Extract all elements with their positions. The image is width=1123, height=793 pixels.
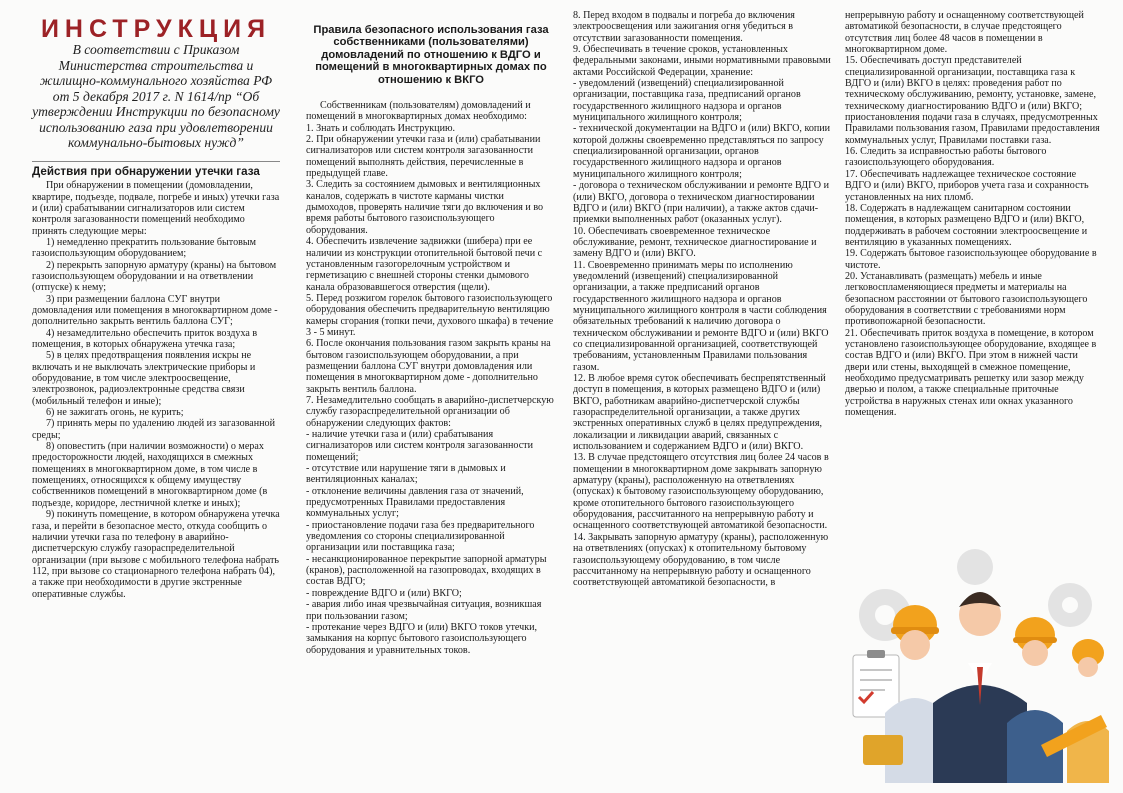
rule-item: 16. Следить за исправностью работы бытового газоиспользующего оборудования. xyxy=(845,146,1047,169)
rule-item: 5. Перед розжигом горелок бытового газоиспользующего оборудования обеспечить предварительную вентиляцию камеры сгорания (топки печи, духового шкафа) в течение 3 - 5 минут. xyxy=(306,292,554,338)
rule-item: 7. Незамедлительно сообщать в аварийно-диспетчерскую службу газораспределительной организации об обнаружении следующих фактов: xyxy=(306,394,554,429)
rule-item: 4. Обеспечить извлечение задвижки (шибера) при ее наличии из конструкции отопительной бытовой печи с установленным газогорелочным устройством и герметизацию с внешней стороны стенки дымового канала образовавшегося отверстия (щели). xyxy=(306,236,543,293)
leak-step-item: 9) покинуть помещение, в котором обнаружена утечка газа, и перейти в безопасное место, откуда сообщить о наличии утечки газа по телефону в аварийно-диспетчерскую службу газораспределительной организации (при вызове с мобильного телефона набрать 112, при вызове со стационарного телефона набрать 04), а также при необходимости в другие экстренные оперативные службы. xyxy=(32,509,280,600)
rule-item: 10. Обеспечивать своевременное техническое обслуживание, ремонт, техническое диагностирование и замену ВДГО и (или) ВКГО. xyxy=(573,225,817,260)
rule-item: - несанкционированное перекрытие запорной арматуры (кранов), расположенной на газопроводах, входящих в состав ВДГО; xyxy=(306,553,547,588)
leak-step-item: 4) незамедлительно обеспечить приток воздуха в помещения, в которых обнаружена утечка газа; xyxy=(32,327,258,350)
leak-steps-list xyxy=(32,237,280,600)
rule-item: - приостановление подачи газа без предварительного уведомления со стороны специализированной организации или поставщика газа; xyxy=(306,519,535,554)
leak-step-item: 8) оповестить (при наличии возможности) о мерах предосторожности людей, находящихся в смежных помещениях в многоквартирном доме, в том числе в помещениях, относящихся к общему имуществу собственников помещений в многоквартирном доме (в подъезде, коридоре, лестничной клетке и иных); xyxy=(32,441,268,509)
rule-item: 20. Устанавливать (размещать) мебель и иные легковоспламеняющиеся предметы и материалы на безопасном расстоянии от бытового газоиспользующего оборудования в соответствии с требованиями норм противопожарной безопасности. xyxy=(845,270,1088,328)
rule-item: 13. В случае предстоящего отсутствия лиц более 24 часов в помещении в многоквартирном доме закрывать запорную арматуру (краны), расположенную на ответвлениях (опусках) к бытовому газоиспользующему оборудованию, кроме отопительного бытового газоиспользующего оборудования, рассчитанного на непрерывную работу и оснащенного соответствующей автоматикой безопасности. xyxy=(573,452,829,532)
column-2 xyxy=(306,10,556,656)
leak-step-item: 5) в целях предотвращения появления искры не включать и не выключать электрические приборы и оборудование, в том числе электроосвещение, электрозвонок, радиоэлектронные средства связи (мобильный телефон и иные); xyxy=(32,350,256,407)
rule-item: 9. Обеспечивать в течение сроков, установленных федеральными законами, иными нормативными правовыми актами Российской Федерации, хранение: xyxy=(573,44,831,78)
rules-list-part-3 xyxy=(845,10,1101,418)
rule-item: - отклонение величины давления газа от значений, предусмотренных Правилами предоставления коммунальных услуг; xyxy=(306,485,524,520)
rule-item: 8. Перед входом в подвалы и погреба до включения электроосвещения или зажигания огня убедиться в отсутствии загазованности помещения. xyxy=(573,10,795,44)
rule-item: - повреждение ВДГО и (или) ВКГО; xyxy=(306,587,462,599)
rule-item: - наличие утечки газа и (или) срабатывания сигнализаторов или систем контроля загазованности помещений; xyxy=(306,429,533,463)
workers-illustration-icon xyxy=(845,545,1113,783)
rule-item: - уведомлений (извещений) специализированной организации, поставщика газа, предписаний органов государственного жилищного надзора и органов муниципального жилищного контроля; xyxy=(573,78,801,124)
rules-heading: Правила безопасного использования газа собственниками (пользователями) домовладений по отношению к ВДГО и помещений в многоквартирных домах по отношению к ВКГО xyxy=(313,24,549,86)
rule-item: 19. Содержать бытовое газоиспользующее оборудование в чистоте. xyxy=(845,248,1097,271)
rule-item: - технической документации на ВДГО и (или) ВКГО, копии которой должны своевременно представляться по запросу специализированной организации, органов государственного жилищного надзора и органов муниципального жилищного контроля; xyxy=(573,123,831,180)
rule-item: 15. Обеспечивать доступ представителей специализированной организации, поставщика газа к ВДГО и (или) ВКГО в целях: проведения работ по техническому обслуживанию, ремонту, установке, замене, техническому диагностированию ВДГО и (или) ВКГО; xyxy=(845,55,1096,112)
column-4 xyxy=(845,10,1101,418)
rule-item: 21. Обеспечивать приток воздуха в помещение, в котором установлено газоиспользующее оборудование, входящее в состав ВДГО и (или) ВКГО. При этом в нижней части двери или стены, выходящей в смежное помещение, необходимо предусматривать решетку или зазор между дверью и полом, а также специальные приточные устройства в наружных стенах или окнах указанного помещения. xyxy=(845,327,1097,419)
rule-item: - протекание через ВДГО и (или) ВКГО токов утечки, замыкания на корпус бытового газоиспользующего оборудования и уравнительных токов. xyxy=(306,621,538,656)
order-subtitle: В соответствии с Приказом Министерства строительства и жилищно-коммунального хозяйства РФ от 5 декабря 2017 г. N 1614/пр “Об утверждении Инструкции по безопасному использованию газа при удовлетворении коммунально-бытовых нужд” xyxy=(32,42,280,151)
rule-item: 14. Закрывать запорную арматуру (краны), расположенную на ответвлениях (опусках) к отопительному бытовому газоиспользующему оборудованию, в том числе рассчитанному на непрерывную работу и оснащенного соответствующей автоматикой безопасности, в xyxy=(573,531,829,589)
rule-item: 6. После окончания пользования газом закрыть краны на бытовом газоиспользующем оборудовании, а при размещении баллона СУГ внутри домовладения или помещения в многоквартирном доме - дополнительно закрыть вентиль баллона. xyxy=(306,338,551,395)
leak-section-heading: Действия при обнаружении утечки газа xyxy=(32,161,280,177)
leak-step-item: 2) перекрыть запорную арматуру (краны) на бытовом газоиспользующем оборудовании и на ответвлении (отпуске) к нему; xyxy=(32,259,277,294)
rule-item: 17. Обеспечивать надлежащее техническое состояние ВДГО и (или) ВКГО, приборов учета газа и сохранность установленных на них пломб. xyxy=(845,168,1089,203)
rule-item: - авария либо иная чрезвычайная ситуация, возникшая при пользовании газом; xyxy=(306,599,542,622)
rule-item: приостановления подачи газа в случаях, предусмотренных Правилами пользования газом, Правилами предоставления коммунальных услуг, Правилами поставки газа. xyxy=(845,112,1100,146)
page-title: ИНСТРУКЦИЯ xyxy=(40,15,272,43)
rule-item: 1. Знать и соблюдать Инструкцию. xyxy=(306,122,456,134)
rule-item: - договора о техническом обслуживании и ремонте ВДГО и (или) ВКГО, договора о техническом диагностировании ВДГО и (или) ВКГО (при наличии), а также актов сдачи-приемки выполненных работ (оказанных услуг). xyxy=(573,180,829,226)
leak-step-item: 1) немедленно прекратить пользование бытовым газоиспользующим оборудованием; xyxy=(32,236,257,260)
rule-item: 18. Содержать в надлежащем санитарном состоянии помещения, в которых размещено ВДГО и (или) ВКГО, поддерживать в рабочем состоянии электроосвещение и вентиляцию в указанных помещениях. xyxy=(845,202,1088,248)
rule-item: 3. Следить за состоянием дымовых и вентиляционных каналов, содержать в чистоте карманы чистки дымоходов, проверять наличие тяги до включения и во время работы бытового газоиспользующего оборудования. xyxy=(306,179,544,236)
leak-intro: При обнаружении в помещении (домовладении, квартире, подъезде, подвале, погребе и иных) утечки газа и (или) срабатывании сигнализаторов или систем контроля загазованности помещений необходимо принять следующие меры: xyxy=(32,180,280,237)
column-1 xyxy=(32,10,280,600)
rule-item: 2. При обнаружении утечки газа и (или) срабатывании сигнализаторов или систем контроля загазованности помещений выполнять действия, перечисленные в предыдущей главе. xyxy=(306,134,541,180)
rule-item: - отсутствие или нарушение тяги в дымовых и вентиляционных каналах; xyxy=(306,463,506,486)
rule-item: 11. Своевременно принимать меры по исполнению уведомлений (извещений) специализированной организации, а также предписаний органов государственного жилищного надзора и органов муниципального жилищного контроля в части соблюдения обязательных требований к наличию договора о техническом обслуживании и ремонте ВДГО и (или) ВКГО со специализированной организацией, соответствующей требованиям, установленным Правилами пользования газом. xyxy=(573,259,829,373)
rule-item: непрерывную работу и оснащенному соответствующей автоматикой безопасности, в случае предстоящего отсутствия лиц более 48 часов в помещении в многоквартирном доме. xyxy=(845,10,1084,56)
rules-list-part-2 xyxy=(573,10,831,589)
column-3 xyxy=(573,10,831,589)
rule-item: 12. В любое время суток обеспечивать беспрепятственный доступ в помещения, в которых размещено ВДГО и (или) ВКГО, работникам аварийно-диспетчерской службы газораспределительной организации, а также других экстренных оперативных служб в целях предупреждения, локализации и ликвидации аварий, связанных с использованием и содержанием ВДГО и (или) ВКГО. xyxy=(573,373,826,453)
leak-step-item: 3) при размещении баллона СУГ внутри домовладения или помещения в многоквартирном доме - дополнительно закрыть вентиль баллона СУГ; xyxy=(32,293,278,328)
leak-step-item: 6) не зажигать огонь, не курить; xyxy=(46,407,184,419)
rules-list-part-1 xyxy=(306,123,556,656)
rules-intro: Собственникам (пользователям) домовладений и помещений в многоквартирных домах необходимо: xyxy=(306,100,531,123)
leak-step-item: 7) принять меры по удалению людей из загазованной среды; xyxy=(32,418,276,441)
